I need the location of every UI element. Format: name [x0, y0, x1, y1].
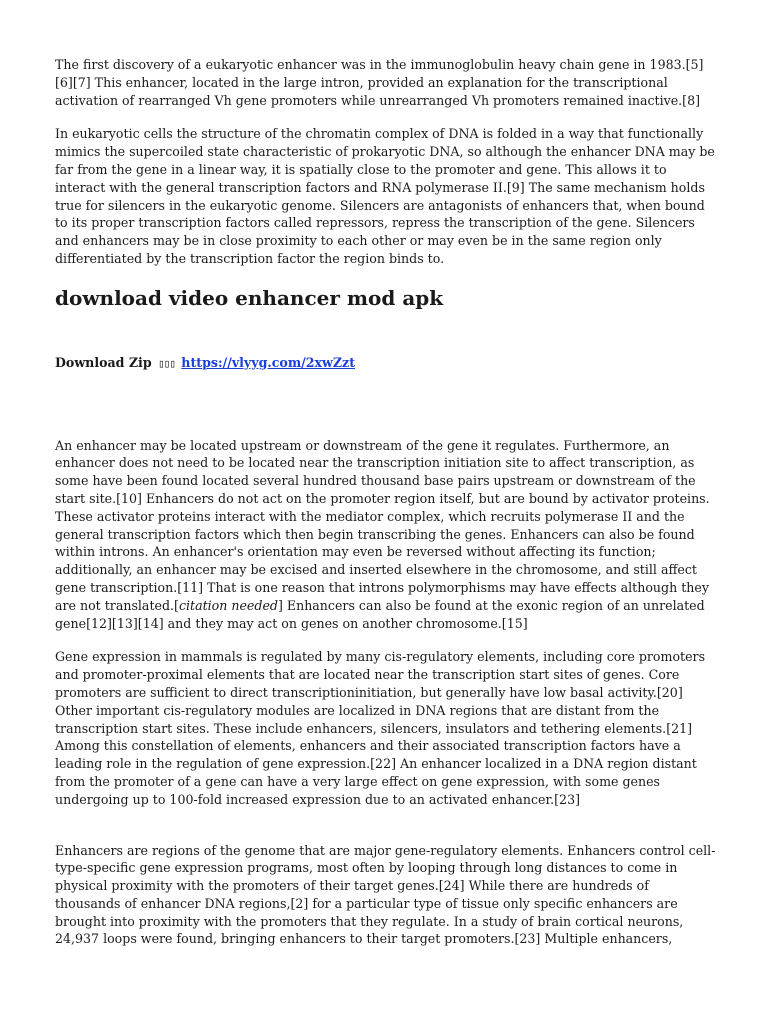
missing-glyph-icon: ▯▯▯: [158, 356, 175, 370]
paragraph-enhancer-location: [55, 437, 717, 633]
paragraph-enhancer-location-text-2: ] Enhancers can also be found at the exonic region of an unrelated gene[12][13][14] and they may act on genes on another chromosome.[15]: [55, 597, 705, 631]
section-heading: download video enhancer mod apk: [55, 285, 444, 310]
document-body: [55, 56, 717, 948]
paragraph-chromatin-structure: In eukaryotic cells the structure of the chromatin complex of DNA is folded in a way that functionally mimics the supercoiled state characteristic of prokaryotic DNA, so although the enhancer DNA may be far from the gene in a linear way, it is spatially close to the promoter and gene. This allows it to interact with the general transcription factors and RNA polymerase II.[9] The same mechanism holds true for silencers in the eukaryotic genome. Silencers are antagonists of enhancers that, when bound to its proper transcription factors called repressors, repress the transcription of the gene. Silencers and enhancers may be in close proximity to each other or may even be in the same region only differentiated by the transcription factor the region binds to.: [55, 126, 715, 266]
download-label: Download Zip: [55, 354, 152, 370]
paragraph-gene-expression: Gene expression in mammals is regulated by many cis-regulatory elements, including core promoters and promoter-proximal elements that are located near the transcription start sites of genes. Core promoters are sufficient to direct transcriptioninitiation, but generally have low basal activity.[20] Other important cis-regulatory modules are localized in DNA regions that are distant from the transcription start sites. These include enhancers, silencers, insulators and tethering elements.[21] Among this constellation of elements, enhancers and their associated transcription factors have a leading role in the regulation of gene expression.[22] An enhancer localized in a DNA region distant from the promoter of a gene can have a very large effect on gene expression, with some genes undergoing up to 100-fold increased expression due to an activated enhancer.[23]: [55, 649, 706, 807]
download-line: [55, 354, 717, 373]
paragraph-enhancer-regions: Enhancers are regions of the genome that are major gene-regulatory elements. Enhancers control cell-type-specific gene expression programs, most often by looping through long distances to come in physical proximity with the promoters of their target genes.[24] While there are hundreds of thousands of enhancer DNA regions,[2] for a particular type of tissue only specific enhancers are brought into proximity with the promoters that they regulate. In a study of brain cortical neurons, 24,937 loops were found, bringing enhancers to their target promoters.[23] Multiple enhancers,: [55, 842, 716, 947]
paragraph-enhancer-discovery: The first discovery of a eukaryotic enhancer was in the immunoglobulin heavy chain gene in 1983.[5][6][7] This enhancer, located in the large intron, provided an explanation for the transcriptional activation of rearranged Vh gene promoters while unrearranged Vh promoters remained inactive.[8]: [55, 57, 704, 108]
citation-needed: citation needed: [178, 597, 278, 613]
paragraph-enhancer-location-text-1: An enhancer may be located upstream or downstream of the gene it regulates. Furthermore, an enhancer does not need to be located near the transcription initiation site to affect transcription, as some have been found located several hundred thousand base pairs upstream or downstream of the start site.[10] Enhancers do not act on the promoter region itself, but are bound by activator proteins. These activator proteins interact with the mediator complex, which recruits polymerase II and the general transcription factors which then begin transcribing the genes. Enhancers can also be found within introns. An enhancer's orientation may even be reversed without affecting its function; additionally, an enhancer may be excised and inserted elsewhere in the chromosome, and still affect gene transcription.[11] That is one reason that introns polymorphisms may have effects although they are not translated.[: [55, 437, 710, 613]
download-link[interactable]: https://vlyyg.com/2xwZzt: [181, 354, 356, 370]
